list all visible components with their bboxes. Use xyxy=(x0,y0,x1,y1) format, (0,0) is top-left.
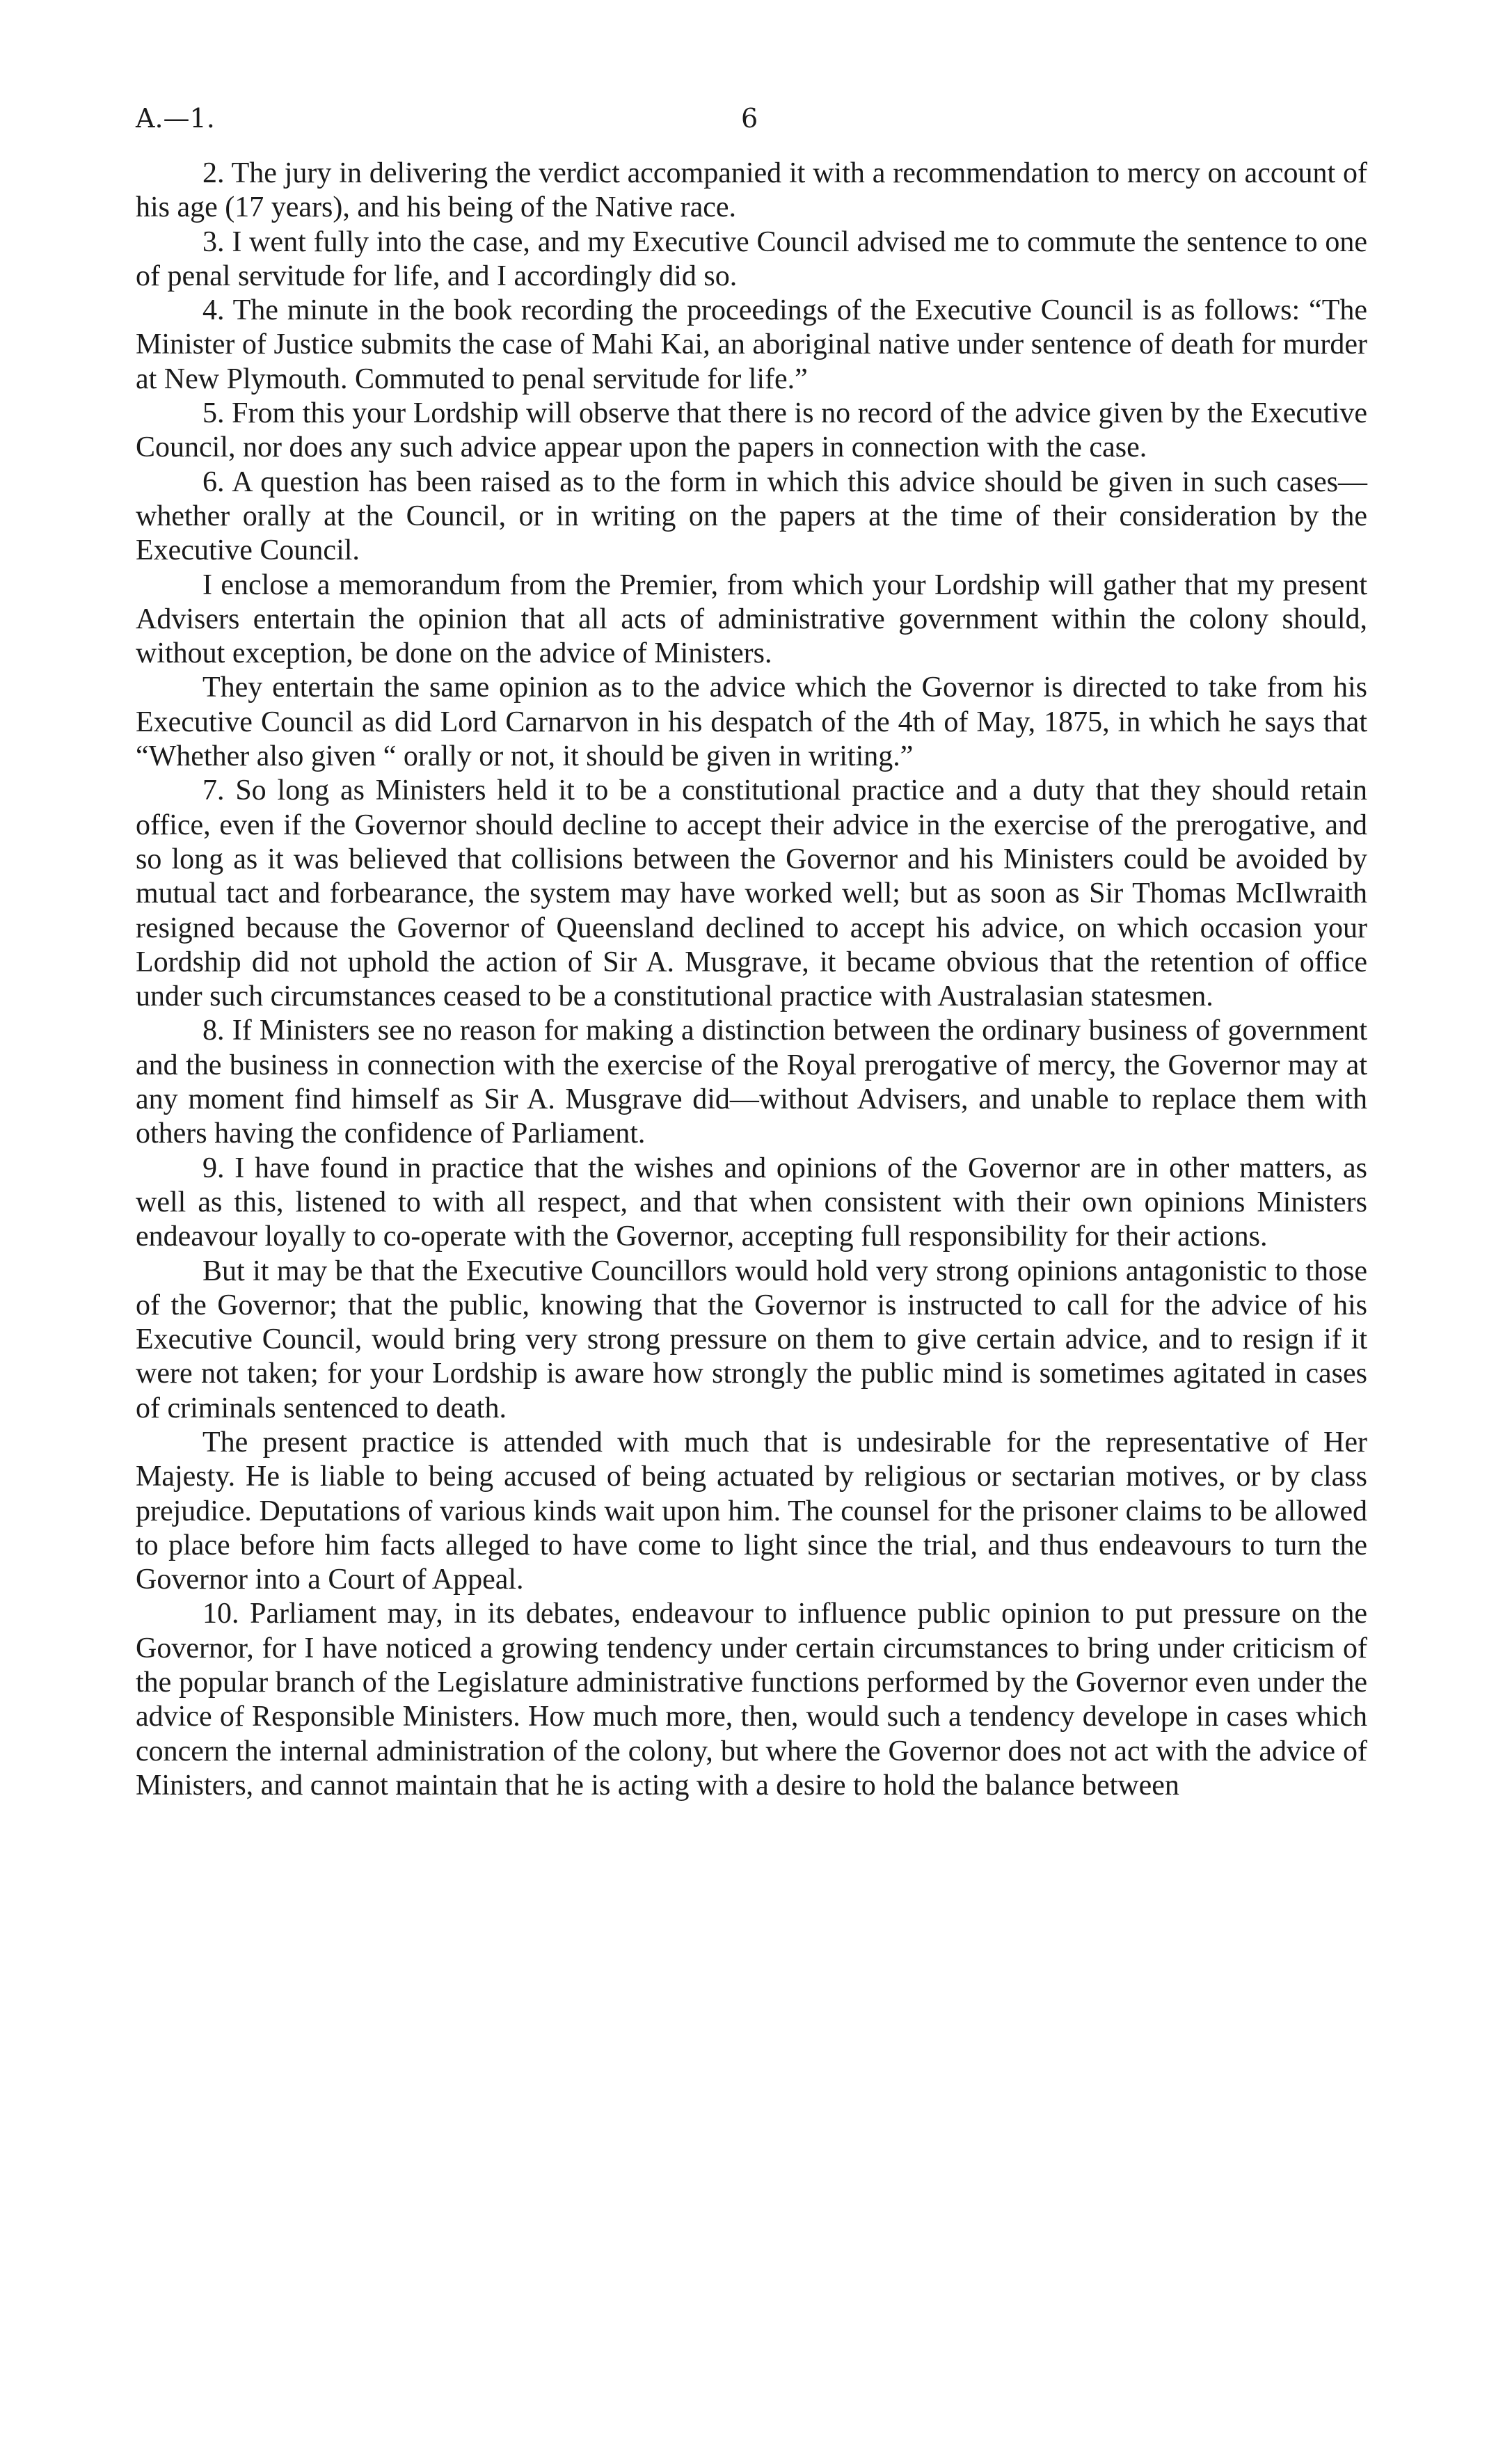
paragraph-2: 2. The jury in delivering the verdict accompanied it with a recommendation to mercy on account of his age (17 years), and his being of the Native race. xyxy=(136,157,1367,224)
paragraph-4: 4. The minute in the book recording the proceedings of the Executive Council is as follows: “The Minister of Justice submits the case of Mahi Kai, an aboriginal native under sentence of death for murder at New Plymouth. Commuted to penal servitude for life.” xyxy=(136,294,1367,395)
paragraph-7: 7. So long as Ministers held it to be a constitutional practice and a duty that they should retain office, even if the Governor should decline to accept their advice in the exercise of the prerogative, and so long as it was believed that collisions between the Governor and his Ministers could be avoided by mutual tact and forbearance, the system may have worked well; but as soon as Sir Thomas McIlwraith resigned because the Governor of Queensland declined to accept his advice, on which occasion your Lordship did not uphold the action of Sir A. Musgrave, it became obvious that the retention of office under such circumstances ceased to be a constitutional practice with Australasian statesmen. xyxy=(136,774,1367,1013)
page-number: 6 xyxy=(741,103,758,134)
paragraph-councillors: But it may be that the Executive Councillors would hold very strong opinions antagonistic to those of the Governor; that the public, knowing that the Governor is instructed to call for the advice of his Executive Council, would bring very strong pressure on them to give certain advice, and to resign if it were not taken; for your Lordship is aware how strongly the public mind is sometimes agitated in cases of criminals sentenced to death. xyxy=(136,1255,1367,1424)
paragraph-carnarvon: They entertain the same opinion as to the advice which the Governor is directed to take from his Executive Council as did Lord Carnarvon in his despatch of the 4th of May, 1875, in which he says that “Whether also given “ orally or not, it should be given in writing.” xyxy=(136,671,1367,773)
paragraph-present-practice: The present practice is attended with much that is undesirable for the representative of Her Majesty. He is liable to being accused of being actuated by religious or sectarian motives, or by class prejudice. Deputations of various kinds wait upon him. The counsel for the prisoner claims to be allowed to place before him facts alleged to have come to light since the trial, and thus endeavours to turn the Governor into a Court of Appeal. xyxy=(136,1426,1367,1596)
paragraph-6: 6. A question has been raised as to the form in which this advice should be given in such cases—whether orally at the Council, or in writing on the papers at the time of their consideration by the Executive Council. xyxy=(136,466,1367,567)
document-body xyxy=(136,157,1367,1803)
document-reference: A.—1. xyxy=(136,103,215,134)
paragraph-5: 5. From this your Lordship will observe that there is no record of the advice given by the Executive Council, nor does any such advice appear upon the papers in connection with the case. xyxy=(136,397,1367,464)
paragraph-8: 8. If Ministers see no reason for making a distinction between the ordinary business of government and the business in connection with the exercise of the Royal prerogative of mercy, the Governor may at any moment find himself as Sir A. Musgrave did—without Advisers, and unable to replace them with others having the confidence of Parliament. xyxy=(136,1015,1367,1150)
paragraph-3: 3. I went fully into the case, and my Executive Council advised me to commute the sentence to one of penal servitude for life, and I accordingly did so. xyxy=(136,225,1367,292)
paragraph-10: 10. Parliament may, in its debates, endeavour to influence public opinion to put pressure on the Governor, for I have noticed a growing tendency under certain circumstances to bring under criticism of the popular branch of the Legislature administrative functions performed by the Governor even under the advice of Responsible Ministers. How much more, then, would such a tendency develope in cases which concern the internal administration of the colony, but where the Governor does not act with the advice of Ministers, and cannot maintain that he is acting with a desire to hold the balance between xyxy=(136,1598,1367,1802)
paragraph-memorandum: I enclose a memorandum from the Premier, from which your Lordship will gather that my present Advisers entertain the opinion that all acts of administrative government within the colony should, without exception, be done on the advice of Ministers. xyxy=(136,568,1367,670)
page-header xyxy=(136,97,1374,139)
paragraph-9: 9. I have found in practice that the wishes and opinions of the Governor are in other matters, as well as this, listened to with all respect, and that when consistent with their own opinions Ministers endeavour loyally to co-operate with the Governor, accepting full responsibility for their actions. xyxy=(136,1152,1367,1253)
